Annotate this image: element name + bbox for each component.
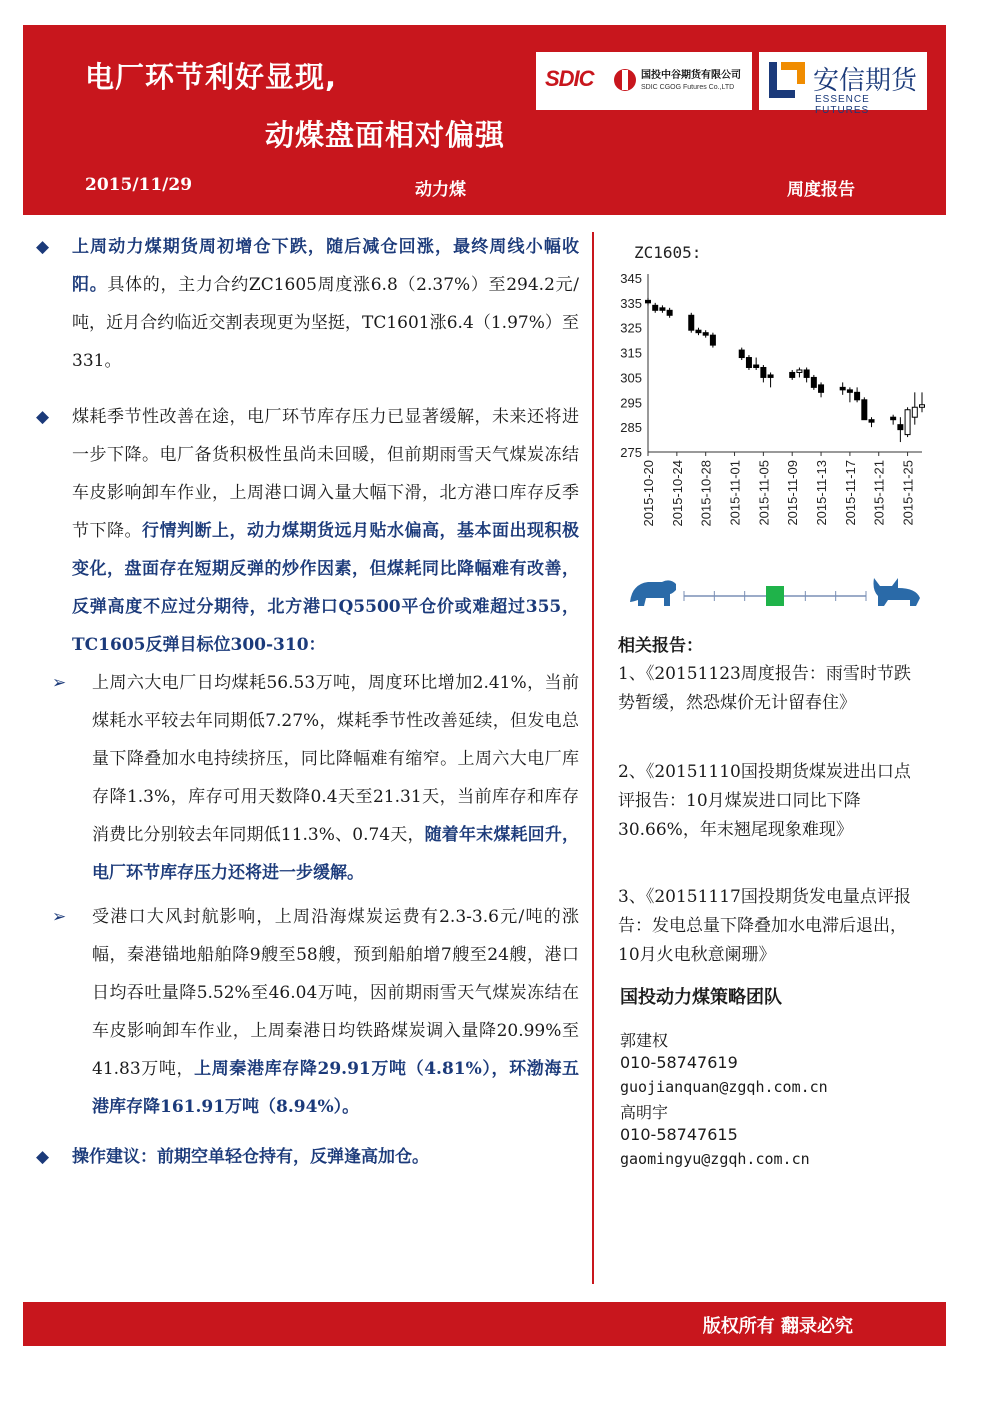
related-report-3[interactable]: 3、《20151117国投期货发电量点评报告：发电总量下降叠加水电滞后退出，10月火电秋意阑珊》 [618, 887, 911, 965]
sdic-logo-en: SDIC CGOG Futures Co.,LTD [641, 84, 735, 91]
bear-icon [630, 580, 676, 606]
report-title-line2: 动煤盘面相对偏强 [265, 118, 506, 152]
member-name: 高明宇 [620, 1103, 669, 1122]
candle-body [790, 372, 795, 377]
essence-logo [759, 52, 927, 116]
summary-p1-bold: 上周动力煤期货周初增仓下跌，随后减仓回涨，最终周线小幅收阳。 [72, 237, 579, 295]
candle-body [891, 417, 896, 419]
candle-body [847, 390, 852, 392]
candle-body [739, 350, 744, 357]
arrow-bullet-icon: ➢ [52, 673, 67, 693]
copyright-text: 版权所有 翻录必究 [702, 1316, 853, 1337]
summary-subpoint-1 [34, 664, 579, 892]
x-tick-label: 2015-11-01 [727, 460, 743, 526]
report-header [23, 25, 946, 215]
diamond-bullet-icon: ◆ [36, 1147, 50, 1167]
chart-title: ZC1605: [634, 243, 702, 262]
y-tick-label: 315 [620, 345, 642, 361]
report-category: 动力煤 [415, 180, 466, 200]
candle-body [696, 330, 701, 332]
candle-body [646, 300, 651, 302]
subpoint1-bold: 随着年末煤耗回升，电厂环节库存压力还将进一步缓解。 [92, 825, 580, 883]
x-tick-label: 2015-11-17 [842, 460, 858, 526]
essence-logo-cn: 安信期货 [813, 66, 918, 96]
x-tick-label: 2015-10-28 [698, 460, 714, 527]
x-tick-label: 2015-10-20 [641, 460, 656, 527]
diamond-bullet-icon: ◆ [36, 237, 50, 257]
candle-body [855, 392, 860, 399]
summary-column [34, 228, 579, 1176]
y-tick-label: 305 [620, 370, 642, 386]
y-tick-label: 285 [620, 420, 642, 436]
candle-body [912, 407, 917, 417]
subpoint1-text: 上周六大电厂日均煤耗56.53万吨，周度环比增加2.41%，当前煤耗水平较去年同期低7.27%，煤耗季节性改善延续，但发电总量下降叠加水电持续挤压，同比降幅难有缩窄。上周六大电厂库存降1.3%，库存可用天数降0.4天至21.31天，当前库存和库存消费比分别较去年同期低11.3%、0.74天， [92, 673, 579, 845]
candle-body [840, 387, 845, 389]
related-report-1[interactable]: 1、《20151123周度报告：雨雪时节跌势暂缓，然恐煤价无计留春住》 [618, 664, 911, 713]
subpoint2-text: 受港口大风封航影响，上周沿海煤炭运费有2.3-3.6元/吨的涨幅，秦港锚地船舶降9艘至58艘，预到船舶增7艘至24艘，港口日均吞吐量降5.52%至46.04万吨，因前期雨雪天气煤炭冻结在车皮影响卸车作业，上周秦港日均铁路煤炭调入量降20.99%至41.83万吨， [92, 907, 579, 1079]
summary-p2-bold: 行情判断上，动力煤期货远月贴水偏高，基本面出现积极变化，盘面存在短期反弹的炒作因素，但煤耗同比降幅难有改善，反弹高度不应过分期待，北方港口Q5500平仓价或难超过355，TC1605反弹目标位300-310： [72, 521, 579, 655]
summary-paragraph-3 [34, 1138, 579, 1176]
summary-subpoint-2 [34, 898, 579, 1126]
candle-body [804, 370, 809, 377]
member-email[interactable]: guojianquan@zgqh.com.cn [620, 1078, 828, 1096]
sdic-logo-cn: 国投中谷期货有限公司 [641, 70, 741, 81]
essence-logo-en: ESSENCE FUTURES [815, 94, 870, 116]
sdic-logo-brand: SDIC [545, 66, 594, 91]
member-email[interactable]: gaomingyu@zgqh.com.cn [620, 1150, 810, 1168]
candle-body [811, 377, 816, 387]
summary-p2-text: 煤耗季节性改善在途，电厂环节库存压力已显著缓解，未来还将进一步下降。电厂备货积极性虽尚未回暖，但前期雨雪天气煤炭冻结车皮影响卸车作业，上周港口调入量大幅下滑，北方港口库存反季节下降。 [72, 407, 579, 541]
report-type: 周度报告 [787, 180, 855, 200]
x-tick-label: 2015-11-09 [785, 460, 801, 526]
sdic-logo [536, 52, 752, 110]
candle-body [862, 400, 867, 420]
candle-body [689, 315, 694, 330]
candle-body [703, 333, 708, 335]
x-tick-label: 2015-11-21 [871, 460, 887, 526]
y-tick-label: 335 [620, 295, 642, 311]
related-reports-title: 相关报告： [618, 636, 703, 656]
summary-paragraph-2 [34, 398, 579, 664]
candle-body [660, 308, 665, 310]
summary-p1-text: 具体的，主力合约ZC1605周度涨6.8（2.37%）至294.2元/吨，近月合约临近交割表现更为坚挺，TC1601涨6.4（1.97%）至331。 [72, 275, 579, 371]
operation-advice: 操作建议：前期空单轻仓持有，反弹逢高加仓。 [72, 1147, 429, 1167]
x-tick-label: 2015-11-25 [900, 460, 916, 526]
related-report-2[interactable]: 2、《20151110国投期货煤炭进出口点评报告：10月煤炭进口同比下降30.66%，年末翘尾现象难现》 [618, 762, 911, 840]
subpoint2-bold: 上周秦港库存降29.91万吨（4.81%），环渤海五港库存降161.91万吨（8.94%）。 [92, 1059, 579, 1117]
report-title-line1: 电厂环节利好显现, [85, 60, 338, 94]
candle-body [754, 365, 759, 367]
sentiment-indicator [626, 568, 926, 618]
member-name: 郭建权 [620, 1031, 669, 1050]
diamond-bullet-icon: ◆ [36, 407, 50, 427]
column-divider [592, 232, 594, 1284]
essence-mark-icon [767, 60, 807, 100]
summary-paragraph-1 [34, 228, 579, 380]
y-tick-label: 345 [620, 271, 642, 286]
team-title: 国投动力煤策略团队 [620, 987, 782, 1008]
candle-body [898, 425, 903, 430]
candle-body [761, 367, 766, 377]
candle-body [905, 410, 910, 435]
candle-body [710, 335, 715, 345]
x-tick-label: 2015-11-05 [756, 460, 772, 526]
page-footer [23, 1302, 946, 1346]
candle-body [797, 370, 802, 372]
y-tick-label: 325 [620, 320, 642, 336]
sentiment-marker [766, 586, 784, 606]
candle-body [768, 375, 773, 377]
candle-body [869, 420, 874, 422]
price-chart [606, 228, 936, 558]
bull-icon [874, 578, 921, 606]
report-date: 2015/11/29 [85, 175, 193, 195]
candle-body [819, 385, 824, 392]
member-phone: 010-58747615 [620, 1125, 738, 1144]
candle-body [920, 405, 925, 407]
y-tick-label: 275 [620, 445, 642, 460]
member-phone: 010-58747619 [620, 1053, 738, 1072]
sdic-mark-icon [614, 67, 636, 93]
arrow-bullet-icon: ➢ [52, 907, 67, 927]
y-tick-label: 295 [620, 395, 642, 411]
x-tick-label: 2015-10-24 [669, 460, 685, 527]
x-tick-label: 2015-11-13 [814, 460, 830, 526]
candle-body [667, 310, 672, 315]
candle-body [653, 305, 658, 310]
candle-body [746, 358, 751, 368]
